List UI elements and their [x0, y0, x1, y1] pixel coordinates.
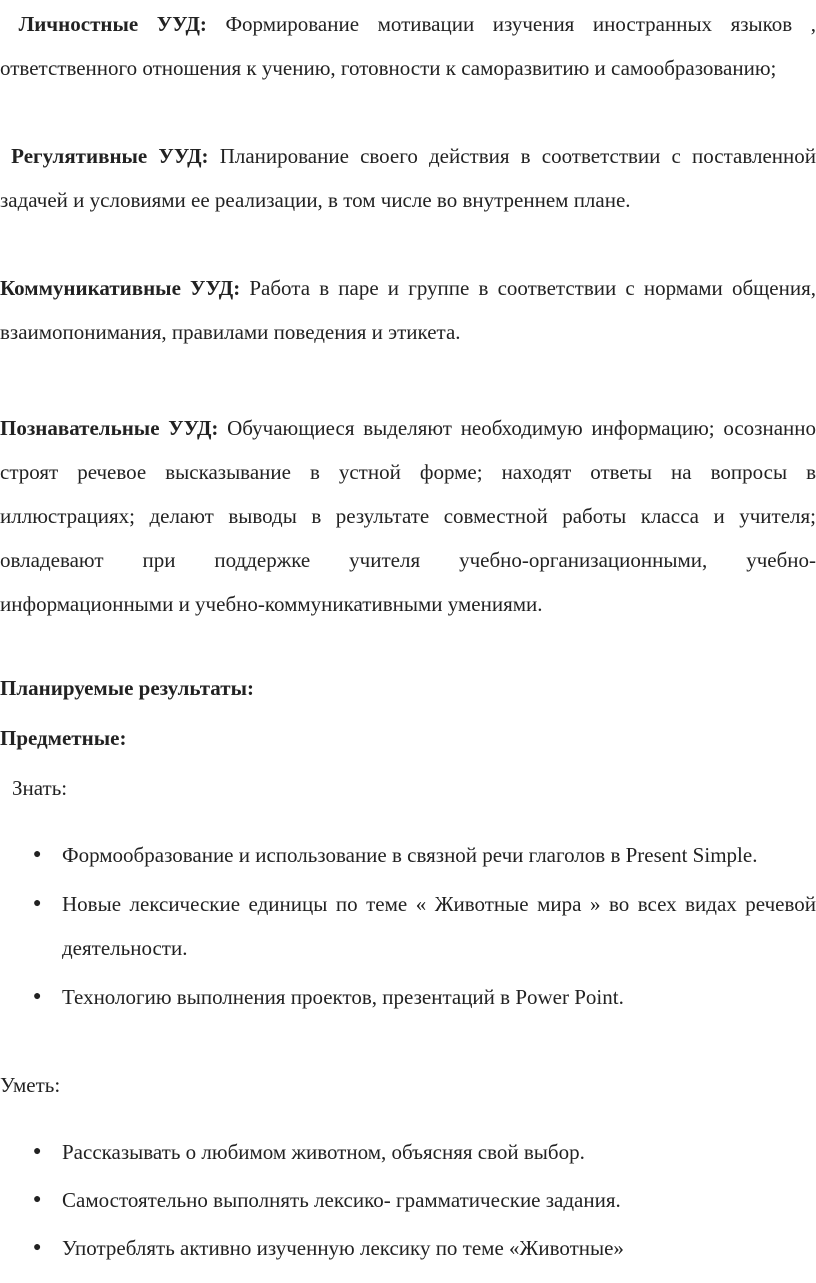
personal-uud-paragraph	[0, 2, 816, 90]
can-label: Уметь:	[0, 1073, 61, 1097]
communicative-uud-label: Коммуникативные УУД:	[0, 276, 241, 300]
bullet-icon: ●	[33, 896, 42, 911]
list-item: ● Формообразование и использование в связной речи глаголов в Present Simple.	[0, 833, 816, 877]
bullet-icon: ●	[33, 1144, 42, 1159]
bullet-icon: ●	[33, 989, 42, 1004]
list-item: ● Рассказывать о любимом животном, объясняя свой выбор.	[0, 1130, 816, 1174]
communicative-uud-paragraph	[0, 266, 816, 354]
know-list	[0, 833, 816, 1019]
personal-uud-label: Личностные УУД:	[18, 12, 207, 36]
planned-results-heading: Планируемые результаты:	[0, 676, 254, 700]
know-label: Знать:	[12, 776, 68, 800]
list-item: ● Новые лексические единицы по теме « Животные мира » во всех видах речевой деятельности.	[0, 882, 816, 970]
list-item: ● Употреблять активно изученную лексику по теме «Животные»	[0, 1226, 816, 1270]
regulatory-uud-paragraph	[0, 134, 816, 222]
personal-uud-text: Формирование мотивации изучения иностранных языков , ответственного отношения к учению, готовности к саморазвитию и самообразованию;	[0, 12, 816, 80]
regulatory-uud-text: Планирование своего действия в соответствии с поставленной задачей и условиями ее реализации, в том числе во внутреннем плане.	[0, 144, 816, 212]
list-item: ● Технологию выполнения проектов, презентаций в Power Point.	[0, 975, 816, 1019]
bullet-icon: ●	[33, 847, 42, 862]
communicative-uud-text: Работа в паре и группе в соответствии с нормами общения, взаимопонимания, правилами поведения и этикета.	[0, 276, 816, 344]
bullet-icon: ●	[33, 1192, 42, 1207]
list-item: ● Самостоятельно выполнять лексико- грамматические задания.	[0, 1178, 816, 1222]
can-list	[0, 1130, 816, 1270]
subject-results-heading: Предметные:	[0, 726, 127, 750]
cognitive-uud-label: Познавательные УУД:	[0, 416, 219, 440]
cognitive-uud-paragraph	[0, 406, 816, 626]
regulatory-uud-label: Регулятивные УУД:	[11, 144, 209, 168]
cognitive-uud-text: Обучающиеся выделяют необходимую информацию; осознанно строят речевое высказывание в устной форме; находят ответы на вопросы в иллюстрациях; делают выводы в результате совместной работы класса и учителя; овладевают при поддержке учителя учебно-организационными, учебно-информационными и учебно-коммуникативными умениями.	[0, 416, 816, 616]
bullet-icon: ●	[33, 1240, 42, 1255]
